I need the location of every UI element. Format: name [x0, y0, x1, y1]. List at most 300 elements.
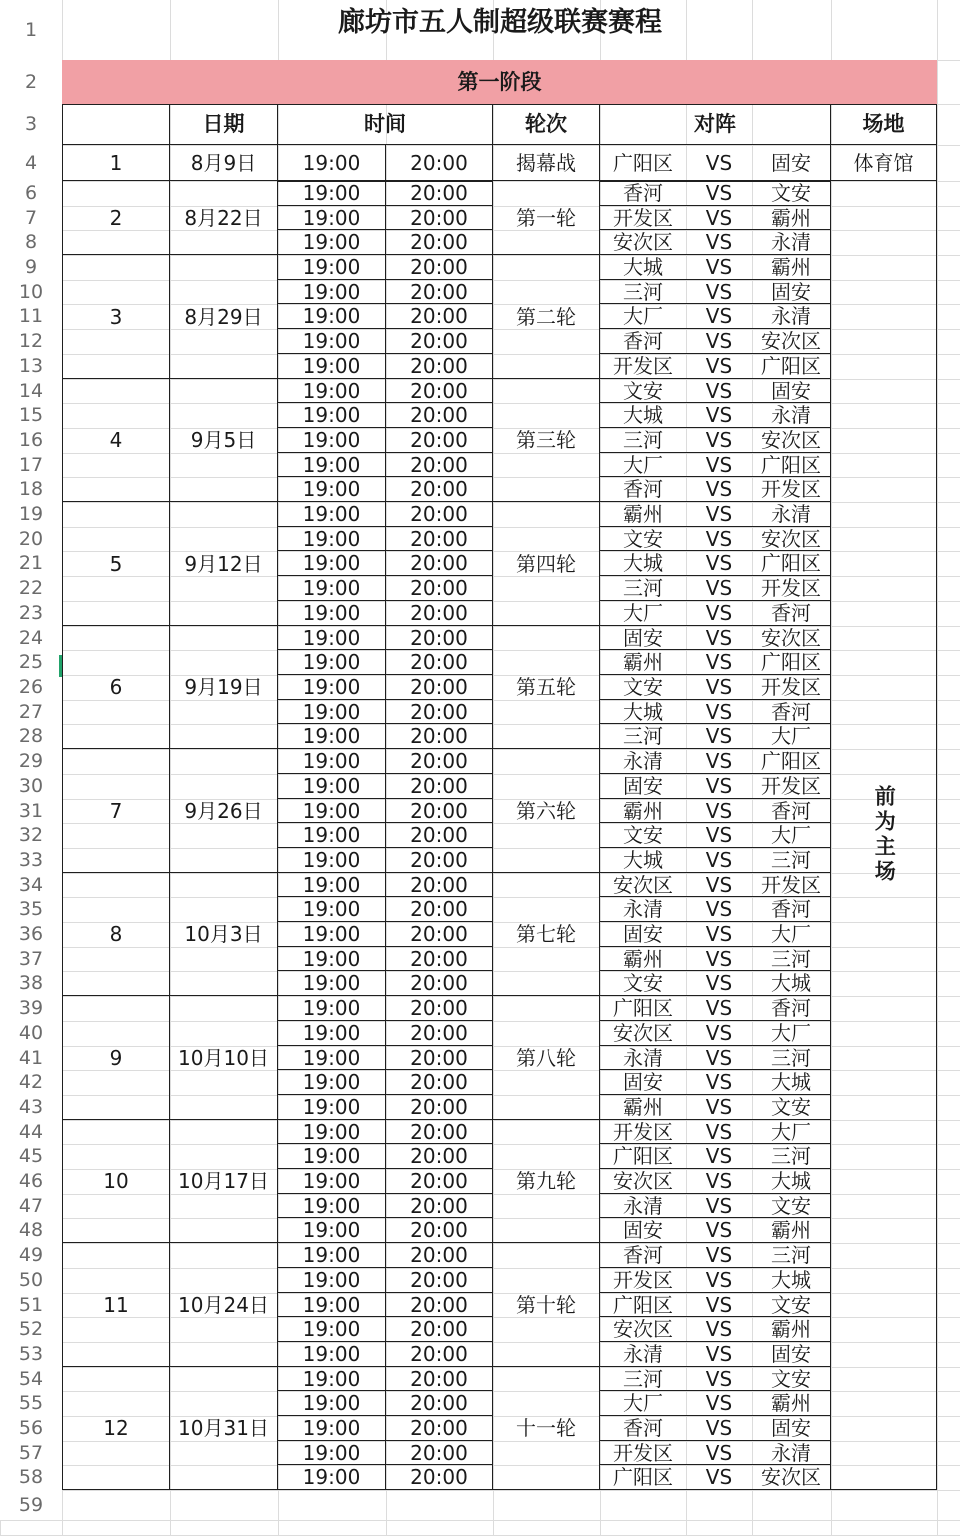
vs-label[interactable]: VS	[686, 304, 752, 329]
row-header[interactable]: 37	[0, 947, 62, 971]
end-time[interactable]: 20:00	[386, 922, 493, 947]
matchday-round[interactable]: 第八轮	[493, 996, 600, 1120]
home-team[interactable]: 霸州	[600, 947, 686, 971]
away-team[interactable]: 大厂	[752, 1021, 831, 1046]
matchday-round[interactable]: 第七轮	[493, 873, 600, 996]
start-time[interactable]: 19:00	[278, 749, 386, 774]
start-time[interactable]: 19:00	[278, 354, 386, 379]
row-header[interactable]: 49	[0, 1243, 62, 1268]
away-team[interactable]: 三河	[752, 1046, 831, 1070]
end-time[interactable]: 20:00	[386, 823, 493, 848]
start-time[interactable]: 19:00	[278, 1342, 386, 1367]
home-team[interactable]: 霸州	[600, 1095, 686, 1120]
row-header[interactable]: 20	[0, 527, 62, 551]
home-team[interactable]: 三河	[600, 280, 686, 304]
row-header[interactable]: 8	[0, 230, 62, 255]
away-team[interactable]: 香河	[752, 700, 831, 724]
vs-label[interactable]: VS	[686, 1021, 752, 1046]
vs-label[interactable]: VS	[686, 897, 752, 922]
row-header[interactable]: 35	[0, 897, 62, 922]
away-team[interactable]: 固安	[752, 145, 831, 181]
start-time[interactable]: 19:00	[278, 1120, 386, 1144]
start-time[interactable]: 19:00	[278, 897, 386, 922]
vs-label[interactable]: VS	[686, 650, 752, 675]
start-time[interactable]: 19:00	[278, 1268, 386, 1293]
home-team[interactable]: 开发区	[600, 1268, 686, 1293]
away-team[interactable]: 大厂	[752, 922, 831, 947]
vs-label[interactable]: VS	[686, 1441, 752, 1465]
matchday-round[interactable]: 第二轮	[493, 255, 600, 379]
matchday-date[interactable]: 9月26日	[170, 749, 278, 873]
start-time[interactable]: 19:00	[278, 181, 386, 206]
start-time[interactable]: 19:00	[278, 255, 386, 280]
header-index[interactable]	[62, 104, 170, 145]
start-time[interactable]: 19:00	[278, 453, 386, 477]
vs-label[interactable]: VS	[686, 1342, 752, 1367]
home-team[interactable]: 大厂	[600, 304, 686, 329]
matchday-number[interactable]: 11	[62, 1243, 170, 1367]
vs-label[interactable]: VS	[686, 1194, 752, 1218]
end-time[interactable]: 20:00	[386, 428, 493, 453]
away-team[interactable]: 永清	[752, 403, 831, 428]
matchday-round[interactable]: 揭幕战	[493, 145, 600, 181]
home-team[interactable]: 霸州	[600, 650, 686, 675]
end-time[interactable]: 20:00	[386, 280, 493, 304]
row-header[interactable]: 7	[0, 206, 62, 230]
end-time[interactable]: 20:00	[386, 848, 493, 873]
home-team[interactable]: 永清	[600, 1342, 686, 1367]
row-header[interactable]: 23	[0, 601, 62, 626]
start-time[interactable]: 19:00	[278, 1169, 386, 1194]
home-team[interactable]: 永清	[600, 897, 686, 922]
start-time[interactable]: 19:00	[278, 848, 386, 873]
away-team[interactable]: 开发区	[752, 576, 831, 601]
row-header[interactable]: 50	[0, 1268, 62, 1293]
home-team[interactable]: 香河	[600, 329, 686, 354]
row-header[interactable]: 42	[0, 1070, 62, 1095]
away-team[interactable]: 大城	[752, 1070, 831, 1095]
row-header[interactable]: 13	[0, 354, 62, 379]
row-header[interactable]: 32	[0, 823, 62, 848]
vs-label[interactable]: VS	[686, 379, 752, 403]
start-time[interactable]: 19:00	[278, 304, 386, 329]
vs-label[interactable]: VS	[686, 428, 752, 453]
row-header[interactable]: 25	[0, 650, 62, 675]
away-team[interactable]: 香河	[752, 799, 831, 823]
vs-label[interactable]: VS	[686, 971, 752, 996]
away-team[interactable]: 文安	[752, 1367, 831, 1391]
matchday-round[interactable]: 第十轮	[493, 1243, 600, 1367]
away-team[interactable]: 三河	[752, 848, 831, 873]
matchday-date[interactable]: 9月19日	[170, 626, 278, 749]
away-team[interactable]: 文安	[752, 1293, 831, 1317]
row-header[interactable]: 9	[0, 255, 62, 280]
away-team[interactable]: 香河	[752, 601, 831, 626]
end-time[interactable]: 20:00	[386, 1317, 493, 1342]
matchday-round[interactable]: 十一轮	[493, 1367, 600, 1490]
row-header[interactable]: 17	[0, 453, 62, 477]
vs-label[interactable]: VS	[686, 1293, 752, 1317]
vs-label[interactable]: VS	[686, 1095, 752, 1120]
start-time[interactable]: 19:00	[278, 1194, 386, 1218]
end-time[interactable]: 20:00	[386, 700, 493, 724]
home-team[interactable]: 三河	[600, 724, 686, 749]
start-time[interactable]: 19:00	[278, 230, 386, 255]
row-header[interactable]: 29	[0, 749, 62, 774]
home-team[interactable]: 文安	[600, 823, 686, 848]
start-time[interactable]: 19:00	[278, 700, 386, 724]
end-time[interactable]: 20:00	[386, 1095, 493, 1120]
row-header[interactable]: 55	[0, 1391, 62, 1416]
matchday-number[interactable]: 4	[62, 379, 170, 502]
end-time[interactable]: 20:00	[386, 1243, 493, 1268]
away-team[interactable]: 大厂	[752, 724, 831, 749]
home-team[interactable]: 大城	[600, 403, 686, 428]
end-time[interactable]: 20:00	[386, 403, 493, 428]
row-header[interactable]: 40	[0, 1021, 62, 1046]
matchday-date[interactable]: 8月9日	[170, 145, 278, 181]
vs-label[interactable]: VS	[686, 675, 752, 700]
header-date[interactable]: 日期	[170, 104, 278, 145]
matchday-date[interactable]: 10月3日	[170, 873, 278, 996]
end-time[interactable]: 20:00	[386, 799, 493, 823]
home-team[interactable]: 开发区	[600, 1120, 686, 1144]
vs-label[interactable]: VS	[686, 799, 752, 823]
home-team[interactable]: 固安	[600, 1070, 686, 1095]
matchday-number[interactable]: 7	[62, 749, 170, 873]
row-header[interactable]: 47	[0, 1194, 62, 1218]
away-team[interactable]: 文安	[752, 181, 831, 206]
start-time[interactable]: 19:00	[278, 601, 386, 626]
away-team[interactable]: 开发区	[752, 873, 831, 897]
away-team[interactable]: 大城	[752, 1169, 831, 1194]
away-team[interactable]: 广阳区	[752, 749, 831, 774]
row-header[interactable]: 46	[0, 1169, 62, 1194]
home-team[interactable]: 大城	[600, 700, 686, 724]
venue-opening[interactable]: 体育馆	[831, 145, 937, 181]
end-time[interactable]: 20:00	[386, 774, 493, 799]
start-time[interactable]: 19:00	[278, 1070, 386, 1095]
start-time[interactable]: 19:00	[278, 280, 386, 304]
end-time[interactable]: 20:00	[386, 230, 493, 255]
away-team[interactable]: 霸州	[752, 1218, 831, 1243]
vs-label[interactable]: VS	[686, 1465, 752, 1490]
end-time[interactable]: 20:00	[386, 255, 493, 280]
vs-label[interactable]: VS	[686, 823, 752, 848]
end-time[interactable]: 20:00	[386, 576, 493, 601]
away-team[interactable]: 安次区	[752, 1465, 831, 1490]
end-time[interactable]: 20:00	[386, 675, 493, 700]
home-team[interactable]: 永清	[600, 1194, 686, 1218]
end-time[interactable]: 20:00	[386, 354, 493, 379]
start-time[interactable]: 19:00	[278, 527, 386, 551]
vs-label[interactable]: VS	[686, 724, 752, 749]
vs-label[interactable]: VS	[686, 1120, 752, 1144]
venue-home-note[interactable]	[831, 181, 937, 1490]
away-team[interactable]: 永清	[752, 1441, 831, 1465]
row-header[interactable]: 15	[0, 403, 62, 428]
row-header[interactable]: 3	[0, 104, 62, 145]
home-team[interactable]: 大厂	[600, 601, 686, 626]
matchday-number[interactable]: 9	[62, 996, 170, 1120]
row-header[interactable]: 51	[0, 1293, 62, 1317]
end-time[interactable]: 20:00	[386, 1169, 493, 1194]
away-team[interactable]: 霸州	[752, 255, 831, 280]
matchday-number[interactable]: 6	[62, 626, 170, 749]
vs-label[interactable]: VS	[686, 922, 752, 947]
away-team[interactable]: 香河	[752, 996, 831, 1021]
vs-label[interactable]: VS	[686, 626, 752, 650]
end-time[interactable]: 20:00	[386, 1293, 493, 1317]
away-team[interactable]: 三河	[752, 947, 831, 971]
start-time[interactable]: 19:00	[278, 403, 386, 428]
away-team[interactable]: 固安	[752, 1342, 831, 1367]
vs-label[interactable]: VS	[686, 329, 752, 354]
start-time[interactable]: 19:00	[278, 650, 386, 675]
vs-label[interactable]: VS	[686, 502, 752, 527]
row-header[interactable]: 22	[0, 576, 62, 601]
start-time[interactable]: 19:00	[278, 1391, 386, 1416]
away-team[interactable]: 广阳区	[752, 650, 831, 675]
away-team[interactable]: 固安	[752, 280, 831, 304]
home-team[interactable]: 广阳区	[600, 1293, 686, 1317]
home-team[interactable]: 固安	[600, 1218, 686, 1243]
away-team[interactable]: 霸州	[752, 1391, 831, 1416]
vs-label[interactable]: VS	[686, 1391, 752, 1416]
home-team[interactable]: 大厂	[600, 453, 686, 477]
away-team[interactable]: 霸州	[752, 206, 831, 230]
matchday-number[interactable]: 8	[62, 873, 170, 996]
away-team[interactable]: 文安	[752, 1194, 831, 1218]
start-time[interactable]: 19:00	[278, 1046, 386, 1070]
home-team[interactable]: 霸州	[600, 799, 686, 823]
row-header[interactable]: 34	[0, 873, 62, 897]
end-time[interactable]: 20:00	[386, 971, 493, 996]
end-time[interactable]: 20:00	[386, 304, 493, 329]
home-team[interactable]: 固安	[600, 774, 686, 799]
end-time[interactable]: 20:00	[386, 1218, 493, 1243]
matchday-round[interactable]: 第六轮	[493, 749, 600, 873]
home-team[interactable]: 文安	[600, 971, 686, 996]
away-team[interactable]: 开发区	[752, 675, 831, 700]
row-header[interactable]: 6	[0, 181, 62, 206]
start-time[interactable]: 19:00	[278, 724, 386, 749]
end-time[interactable]: 20:00	[386, 1070, 493, 1095]
row-header[interactable]: 28	[0, 724, 62, 749]
start-time[interactable]: 19:00	[278, 329, 386, 354]
matchday-number[interactable]: 12	[62, 1367, 170, 1490]
home-team[interactable]: 固安	[600, 626, 686, 650]
home-team[interactable]: 文安	[600, 527, 686, 551]
end-time[interactable]: 20:00	[386, 601, 493, 626]
vs-label[interactable]: VS	[686, 1367, 752, 1391]
vs-label[interactable]: VS	[686, 1268, 752, 1293]
vs-label[interactable]: VS	[686, 1144, 752, 1169]
home-team[interactable]: 香河	[600, 1243, 686, 1268]
home-team[interactable]: 香河	[600, 181, 686, 206]
end-time[interactable]: 20:00	[386, 1342, 493, 1367]
away-team[interactable]: 安次区	[752, 428, 831, 453]
matchday-date[interactable]: 8月29日	[170, 255, 278, 379]
row-header[interactable]: 16	[0, 428, 62, 453]
end-time[interactable]: 20:00	[386, 626, 493, 650]
start-time[interactable]: 19:00	[278, 1021, 386, 1046]
matchday-date[interactable]: 10月31日	[170, 1367, 278, 1490]
end-time[interactable]: 20:00	[386, 1441, 493, 1465]
end-time[interactable]: 20:00	[386, 329, 493, 354]
vs-label[interactable]: VS	[686, 403, 752, 428]
matchday-date[interactable]: 9月12日	[170, 502, 278, 626]
row-header[interactable]: 30	[0, 774, 62, 799]
vs-label[interactable]: VS	[686, 145, 752, 181]
start-time[interactable]: 19:00	[278, 1367, 386, 1391]
sheet-title[interactable]: 廊坊市五人制超级联赛赛程	[338, 6, 662, 38]
vs-label[interactable]: VS	[686, 1046, 752, 1070]
end-time[interactable]: 20:00	[386, 1194, 493, 1218]
row-header[interactable]: 54	[0, 1367, 62, 1391]
away-team[interactable]: 三河	[752, 1243, 831, 1268]
vs-label[interactable]: VS	[686, 527, 752, 551]
row-header[interactable]: 56	[0, 1416, 62, 1441]
end-time[interactable]: 20:00	[386, 502, 493, 527]
home-team[interactable]: 开发区	[600, 206, 686, 230]
home-team[interactable]: 安次区	[600, 873, 686, 897]
start-time[interactable]: 19:00	[278, 1317, 386, 1342]
row-header[interactable]: 11	[0, 304, 62, 329]
start-time[interactable]: 19:00	[278, 551, 386, 576]
end-time[interactable]: 20:00	[386, 527, 493, 551]
away-team[interactable]: 三河	[752, 1144, 831, 1169]
vs-label[interactable]: VS	[686, 848, 752, 873]
matchday-date[interactable]: 8月22日	[170, 181, 278, 255]
start-time[interactable]: 19:00	[278, 774, 386, 799]
away-team[interactable]: 固安	[752, 379, 831, 403]
start-time[interactable]: 19:00	[278, 477, 386, 502]
vs-label[interactable]: VS	[686, 354, 752, 379]
end-time[interactable]: 20:00	[386, 453, 493, 477]
matchday-round[interactable]: 第九轮	[493, 1120, 600, 1243]
matchday-date[interactable]: 9月5日	[170, 379, 278, 502]
start-time[interactable]: 19:00	[278, 626, 386, 650]
row-header[interactable]: 31	[0, 799, 62, 823]
row-header[interactable]: 18	[0, 477, 62, 502]
end-time[interactable]: 20:00	[386, 873, 493, 897]
start-time[interactable]: 19:00	[278, 576, 386, 601]
start-time[interactable]: 19:00	[278, 428, 386, 453]
end-time[interactable]: 20:00	[386, 724, 493, 749]
home-team[interactable]: 安次区	[600, 1317, 686, 1342]
row-header[interactable]: 14	[0, 379, 62, 403]
away-team[interactable]: 文安	[752, 1095, 831, 1120]
vs-label[interactable]: VS	[686, 1416, 752, 1441]
home-team[interactable]: 三河	[600, 428, 686, 453]
vs-label[interactable]: VS	[686, 873, 752, 897]
vs-label[interactable]: VS	[686, 255, 752, 280]
matchday-number[interactable]: 3	[62, 255, 170, 379]
away-team[interactable]: 大厂	[752, 1120, 831, 1144]
matchday-round[interactable]: 第三轮	[493, 379, 600, 502]
vs-label[interactable]: VS	[686, 1243, 752, 1268]
away-team[interactable]: 大城	[752, 971, 831, 996]
row-header[interactable]: 43	[0, 1095, 62, 1120]
home-team[interactable]: 永清	[600, 749, 686, 774]
start-time[interactable]: 19:00	[278, 502, 386, 527]
row-header[interactable]: 24	[0, 626, 62, 650]
away-team[interactable]: 永清	[752, 502, 831, 527]
home-team[interactable]: 霸州	[600, 502, 686, 527]
end-time[interactable]: 20:00	[386, 1046, 493, 1070]
row-header[interactable]: 26	[0, 675, 62, 700]
start-time[interactable]: 19:00	[278, 145, 386, 181]
away-team[interactable]: 香河	[752, 897, 831, 922]
row-header[interactable]: 38	[0, 971, 62, 996]
start-time[interactable]: 19:00	[278, 922, 386, 947]
start-time[interactable]: 19:00	[278, 1218, 386, 1243]
end-time[interactable]: 20:00	[386, 947, 493, 971]
header-time[interactable]: 时间	[278, 104, 493, 145]
matchday-round[interactable]: 第一轮	[493, 181, 600, 255]
row-header[interactable]: 53	[0, 1342, 62, 1367]
matchday-date[interactable]: 10月24日	[170, 1243, 278, 1367]
header-matchup[interactable]: 对阵	[600, 104, 831, 145]
home-team[interactable]: 大厂	[600, 1391, 686, 1416]
home-team[interactable]: 固安	[600, 922, 686, 947]
away-team[interactable]: 安次区	[752, 527, 831, 551]
end-time[interactable]: 20:00	[386, 749, 493, 774]
end-time[interactable]: 20:00	[386, 477, 493, 502]
vs-label[interactable]: VS	[686, 700, 752, 724]
home-team[interactable]: 大城	[600, 848, 686, 873]
row-header[interactable]: 48	[0, 1218, 62, 1243]
away-team[interactable]: 安次区	[752, 329, 831, 354]
vs-label[interactable]: VS	[686, 477, 752, 502]
end-time[interactable]: 20:00	[386, 1416, 493, 1441]
end-time[interactable]: 20:00	[386, 1021, 493, 1046]
start-time[interactable]: 19:00	[278, 996, 386, 1021]
vs-label[interactable]: VS	[686, 1169, 752, 1194]
row-header[interactable]: 12	[0, 329, 62, 354]
away-team[interactable]: 固安	[752, 1416, 831, 1441]
row-header[interactable]: 10	[0, 280, 62, 304]
home-team[interactable]: 文安	[600, 675, 686, 700]
vs-label[interactable]: VS	[686, 601, 752, 626]
matchday-number[interactable]: 5	[62, 502, 170, 626]
start-time[interactable]: 19:00	[278, 823, 386, 848]
vs-label[interactable]: VS	[686, 749, 752, 774]
row-header[interactable]: 1	[0, 0, 62, 60]
vs-label[interactable]: VS	[686, 551, 752, 576]
home-team[interactable]: 广阳区	[600, 1144, 686, 1169]
home-team[interactable]: 永清	[600, 1046, 686, 1070]
start-time[interactable]: 19:00	[278, 1144, 386, 1169]
start-time[interactable]: 19:00	[278, 1293, 386, 1317]
home-team[interactable]: 广阳区	[600, 145, 686, 181]
row-header[interactable]: 2	[0, 60, 62, 104]
row-header[interactable]: 39	[0, 996, 62, 1021]
row-header[interactable]: 45	[0, 1144, 62, 1169]
row-header[interactable]: 36	[0, 922, 62, 947]
row-header[interactable]: 58	[0, 1465, 62, 1490]
end-time[interactable]: 20:00	[386, 1268, 493, 1293]
start-time[interactable]: 19:00	[278, 1465, 386, 1490]
home-team[interactable]: 开发区	[600, 354, 686, 379]
row-header[interactable]: 44	[0, 1120, 62, 1144]
home-team[interactable]: 广阳区	[600, 996, 686, 1021]
away-team[interactable]: 永清	[752, 230, 831, 255]
vs-label[interactable]: VS	[686, 280, 752, 304]
home-team[interactable]: 三河	[600, 1367, 686, 1391]
matchday-date[interactable]: 10月10日	[170, 996, 278, 1120]
